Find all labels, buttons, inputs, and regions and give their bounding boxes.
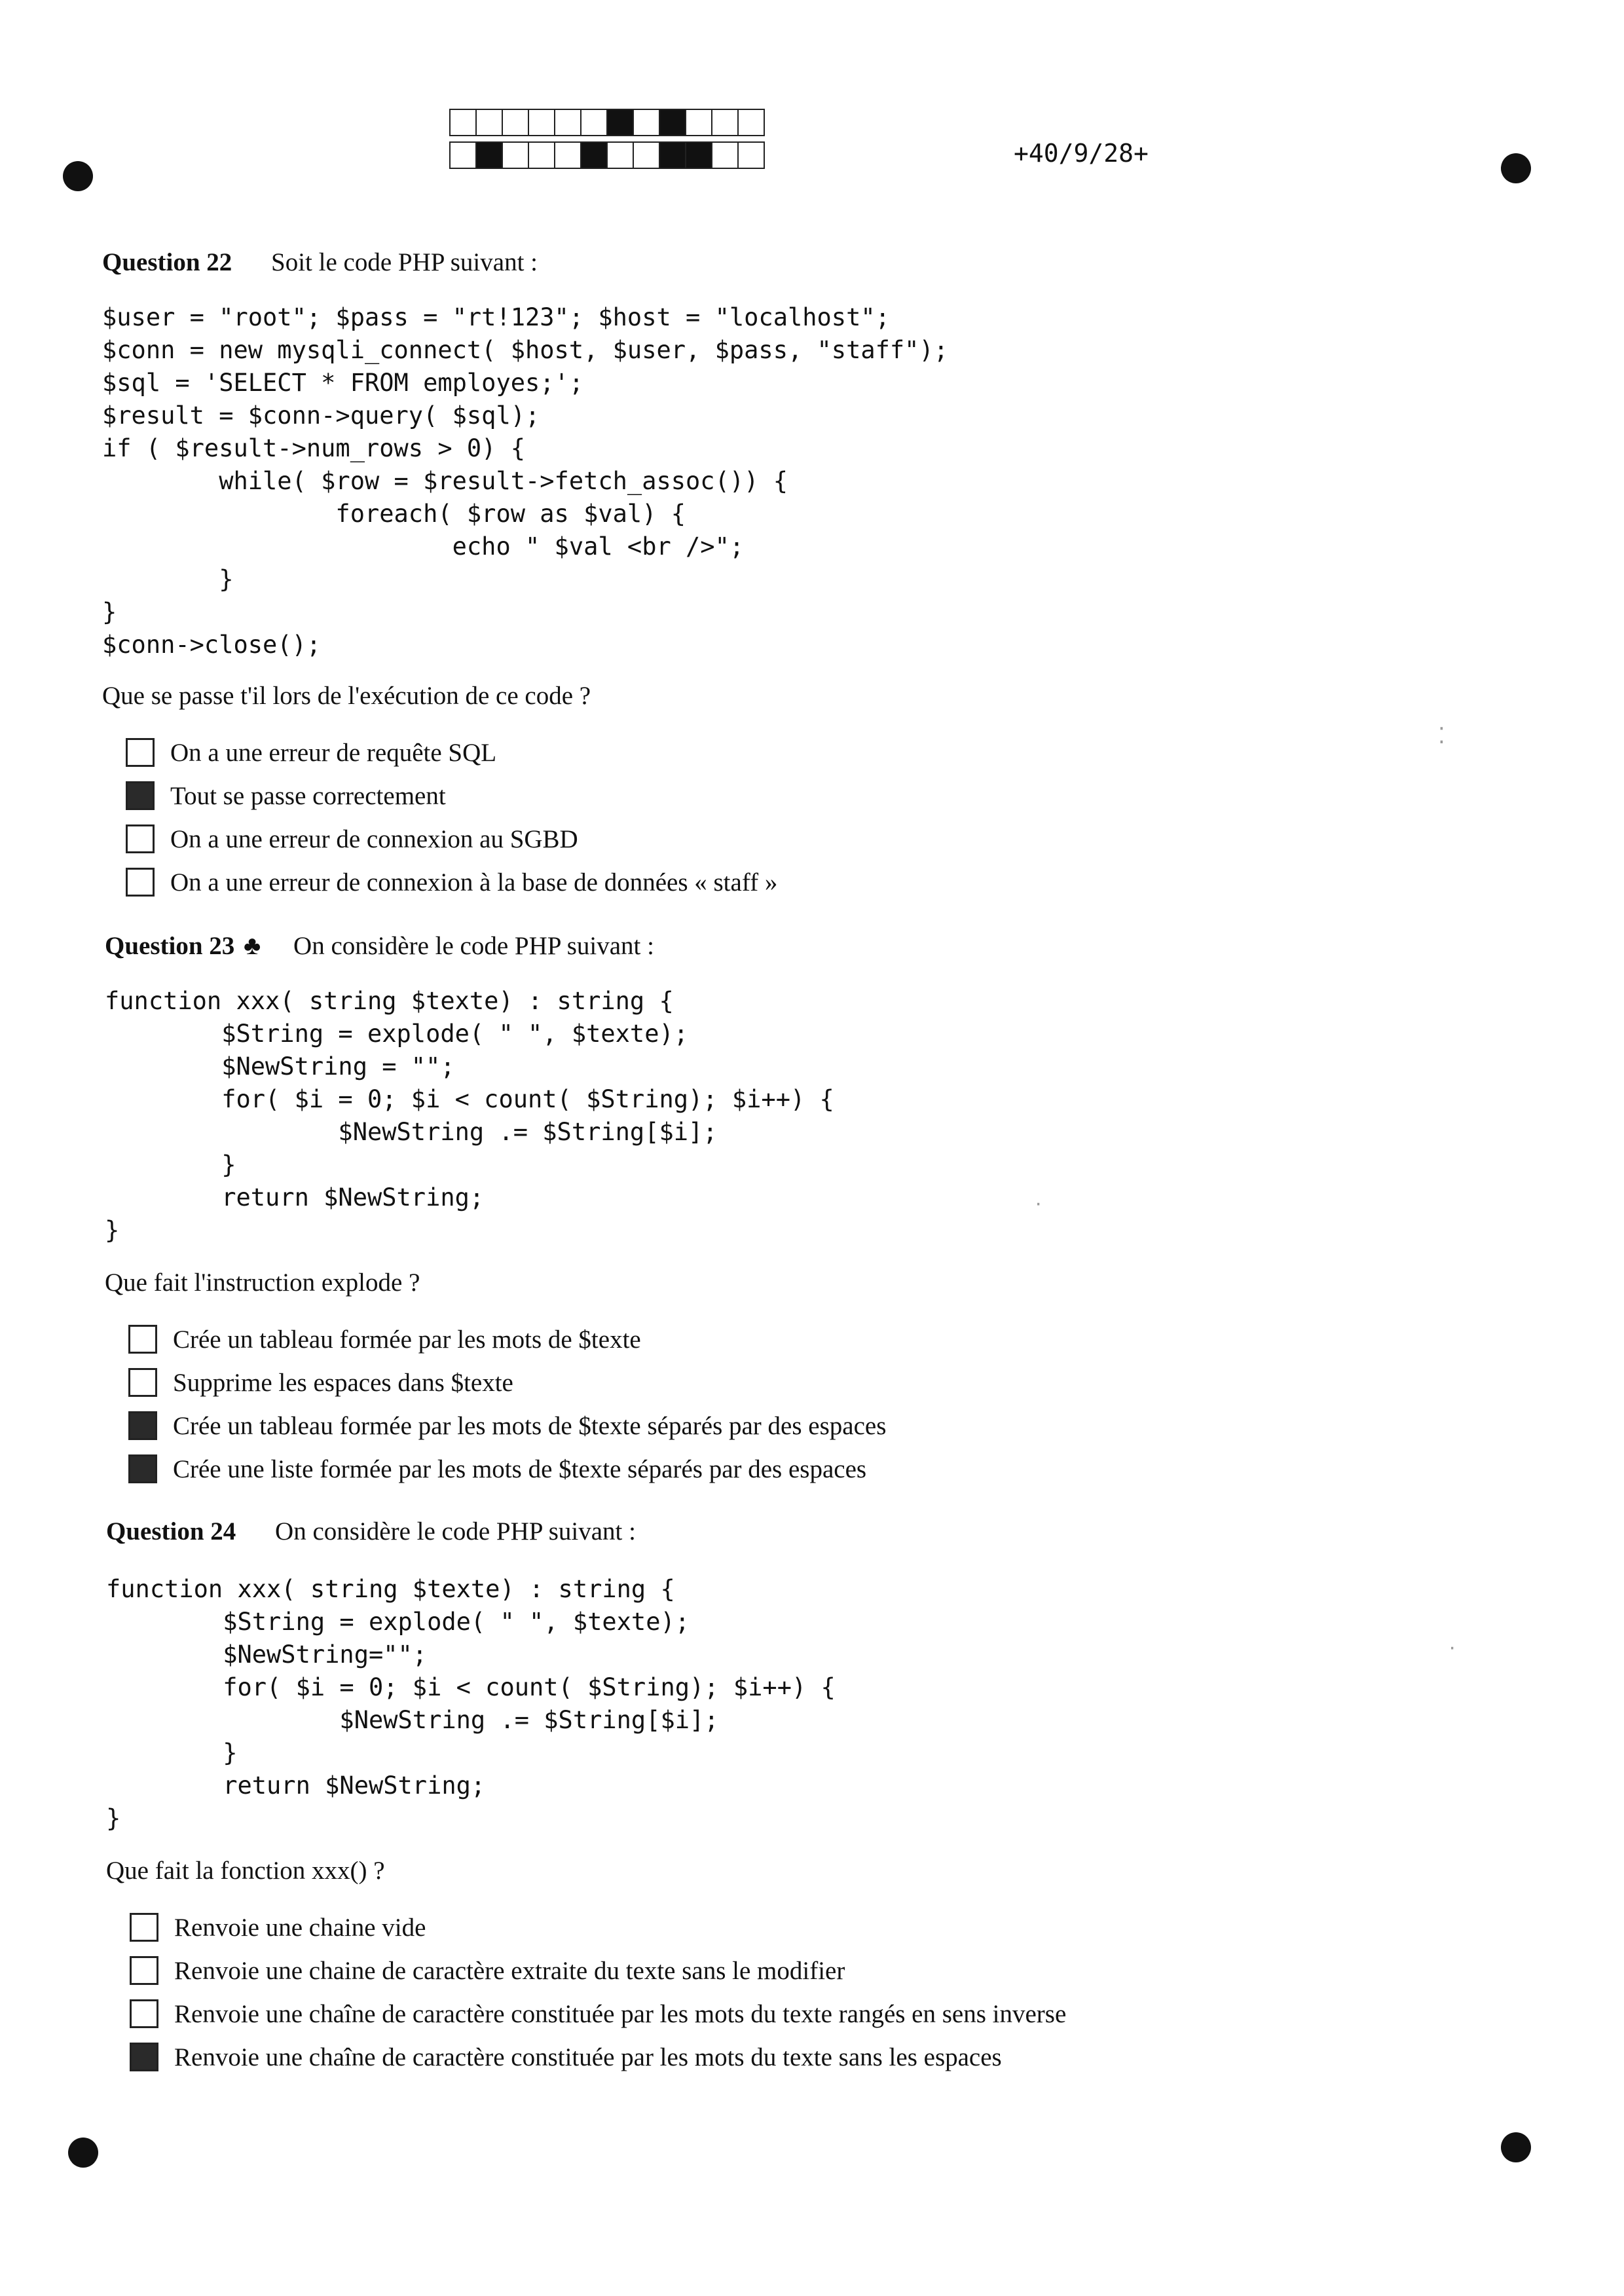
answer-option[interactable]: [126, 861, 777, 904]
question-intro: On considère le code PHP suivant :: [293, 932, 654, 960]
php-code-block: function xxx( string $texte) : string { $String = explode( " ", $texte); $NewString = ""; for( $i = 0; $i < count( $String); $i++) { $NewString .= $String[$i]; } return $NewString; }: [105, 987, 834, 1244]
id-grid-cell: [633, 109, 660, 136]
id-grid-cell: [659, 109, 686, 136]
answer-option[interactable]: [126, 774, 777, 817]
registration-mark-top-right: [1501, 153, 1531, 183]
id-grid-cell: [449, 109, 477, 136]
answer-label: Crée un tableau formée par les mots de $texte: [173, 1325, 641, 1354]
answer-option[interactable]: [128, 1404, 886, 1447]
id-grid-cell: [502, 109, 529, 136]
question-number: Question 22: [102, 248, 232, 276]
id-grid-cell: [449, 141, 477, 169]
answer-checkbox[interactable]: [130, 1913, 158, 1942]
question-23-header: [105, 930, 654, 961]
answer-checkbox[interactable]: [126, 781, 155, 810]
id-grid-cell: [685, 109, 712, 136]
answer-option[interactable]: [128, 1318, 886, 1361]
id-grid-cell: [685, 141, 712, 169]
question-number: Question 23: [105, 932, 235, 960]
student-id-grid: [449, 109, 764, 174]
answer-label: On a une erreur de connexion au SGBD: [170, 824, 578, 853]
answer-label: On a une erreur de connexion à la base de données « staff »: [170, 868, 778, 897]
scan-speck: ⁚: [1438, 724, 1445, 749]
answer-checkbox[interactable]: [128, 1325, 157, 1354]
answer-checkbox[interactable]: [130, 1956, 158, 1985]
answer-checkbox[interactable]: [128, 1411, 157, 1440]
answer-label: Renvoie une chaîne de caractère constituée par les mots du texte rangés en sens inverse: [174, 1999, 1067, 2028]
answer-checkbox[interactable]: [128, 1454, 157, 1483]
id-grid-cell: [580, 109, 608, 136]
id-grid-cell: [554, 109, 581, 136]
answer-option[interactable]: [126, 817, 777, 861]
answer-label: Crée une liste formée par les mots de $texte séparés par des espaces: [173, 1454, 867, 1483]
scan-speck: ·: [1035, 1191, 1043, 1215]
answer-label: Tout se passe correctement: [170, 781, 446, 810]
id-grid-cell: [659, 141, 686, 169]
id-grid-cell: [737, 141, 765, 169]
id-grid-cell: [502, 141, 529, 169]
id-grid-cell: [528, 141, 555, 169]
php-code-block: $user = "root"; $pass = "rt!123"; $host = "localhost"; $conn = new mysqli_connect( $host, $user, $pass, "staff"); $sql = 'SELECT * FROM employes;'; $result = $conn->query( $sql); if ( $result->num_rows > 0) { while( $row = $result->fetch_assoc()) { foreach( $row as $val) { echo " $val <br />"; } } $conn->close();: [102, 303, 949, 659]
answer-option[interactable]: [130, 1992, 1066, 2035]
answer-option[interactable]: [130, 1906, 1066, 1949]
answer-checkbox[interactable]: [126, 738, 155, 767]
id-grid-cell: [580, 141, 608, 169]
question-intro: On considère le code PHP suivant :: [275, 1517, 636, 1546]
id-grid-cell: [606, 141, 634, 169]
registration-mark-bottom-left: [68, 2138, 98, 2168]
answer-checkbox[interactable]: [126, 868, 155, 897]
answer-label: Renvoie une chaine de caractère extraite du texte sans le modifier: [174, 1956, 845, 1985]
question-prompt: Que fait la fonction xxx() ?: [106, 1857, 385, 1885]
question-24-header: [106, 1517, 636, 1546]
club-icon: ♣: [244, 931, 261, 960]
answer-checkbox[interactable]: [128, 1368, 157, 1397]
question-prompt: Que fait l'instruction explode ?: [105, 1268, 420, 1297]
id-grid-cell: [711, 109, 739, 136]
id-grid-row: [449, 141, 764, 169]
id-grid-cell: [528, 109, 555, 136]
id-grid-cell: [633, 141, 660, 169]
registration-mark-bottom-right: [1501, 2132, 1531, 2162]
answer-checkbox[interactable]: [126, 824, 155, 853]
exam-code: +40/9/28+: [1014, 139, 1149, 168]
answer-label: Renvoie une chaîne de caractère constituée par les mots du texte sans les espaces: [174, 2043, 1002, 2071]
answer-list: [126, 731, 777, 904]
answer-option[interactable]: [128, 1361, 886, 1404]
answer-list: [128, 1318, 886, 1491]
answer-label: Renvoie une chaine vide: [174, 1913, 426, 1942]
question-intro: Soit le code PHP suivant :: [271, 248, 538, 276]
answer-option[interactable]: [130, 2035, 1066, 2079]
registration-mark-top-left: [63, 161, 93, 191]
id-grid-cell: [554, 141, 581, 169]
answer-list: [130, 1906, 1066, 2079]
question-prompt: Que se passe t'il lors de l'exécution de ce code ?: [102, 682, 591, 710]
id-grid-row: [449, 109, 764, 136]
id-grid-cell: [711, 141, 739, 169]
answer-option[interactable]: [128, 1447, 886, 1491]
id-grid-cell: [475, 109, 503, 136]
answer-option[interactable]: [130, 1949, 1066, 1992]
answer-checkbox[interactable]: [130, 1999, 158, 2028]
php-code-block: function xxx( string $texte) : string { $String = explode( " ", $texte); $NewString=""; for( $i = 0; $i < count( $String); $i++) { $NewString .= $String[$i]; } return $NewString; }: [106, 1575, 836, 1832]
answer-checkbox[interactable]: [130, 2043, 158, 2071]
answer-option[interactable]: [126, 731, 777, 774]
question-22-header: [102, 248, 538, 277]
id-grid-cell: [606, 109, 634, 136]
id-grid-cell: [475, 141, 503, 169]
answer-label: Supprime les espaces dans $texte: [173, 1368, 513, 1397]
id-grid-cell: [737, 109, 765, 136]
answer-label: Crée un tableau formée par les mots de $texte séparés par des espaces: [173, 1411, 887, 1440]
scan-speck: ·: [1449, 1635, 1456, 1659]
answer-label: On a une erreur de requête SQL: [170, 738, 497, 767]
question-number: Question 24: [106, 1517, 236, 1546]
